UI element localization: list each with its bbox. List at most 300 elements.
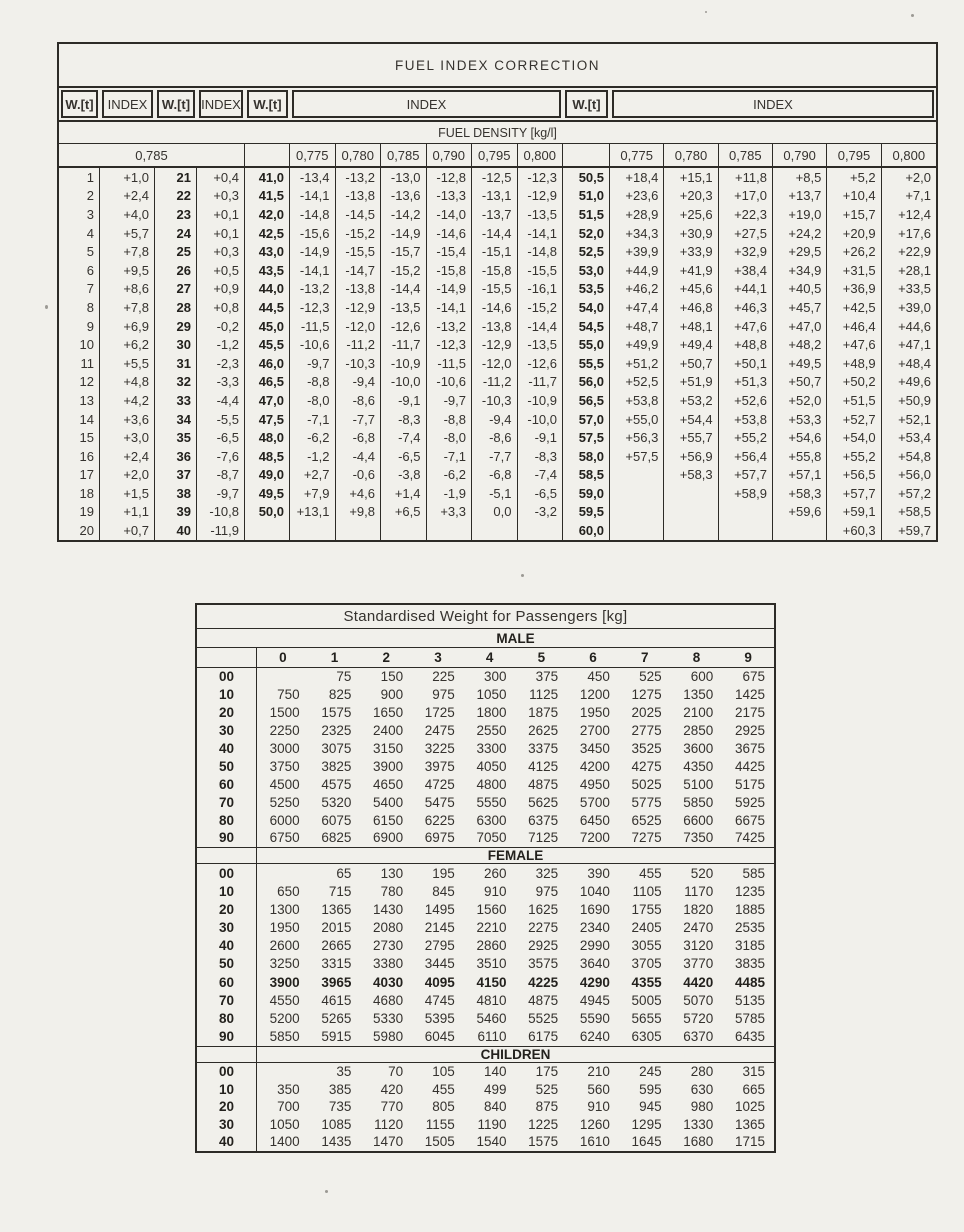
fuel-index-cell: -13,1 [472,187,518,206]
weight-cell: 1170 [684,883,714,899]
row-label-header-cell [197,648,257,667]
fuel-index-cell: +4,8 [100,373,155,392]
weight-cell: 325 [535,865,559,881]
fuel-weight-cell: 6 [59,261,100,280]
fuel-header-index-label: INDEX [102,90,153,118]
weight-cell: 1755 [631,901,662,917]
fuel-index-cell: -7,6 [197,447,245,466]
fuel-index-cell: -15,7 [381,242,427,261]
fuel-index-cell: +20,9 [827,224,881,243]
fuel-index-cell: +47,6 [719,317,773,336]
decade-header: 2 [382,650,390,665]
fuel-index-cell: -8,0 [290,391,336,410]
fuel-index-cell: -9,7 [197,484,245,503]
fuel-index-cell: -0,2 [197,317,245,336]
passenger-row [197,955,774,973]
weight-cell: 2795 [424,938,455,954]
fuel-weight-cell: 14 [59,410,100,429]
row-label-cell: 80 [197,1009,257,1027]
fuel-weight-cell: 24 [155,224,197,243]
row-label-cell: 20 [197,1098,257,1116]
fuel-index-cell: +7,8 [100,242,155,261]
weight-cell: 3185 [734,938,765,954]
fuel-index-cell: +39,0 [898,299,931,315]
weight-cell: 3675 [734,741,765,756]
weight-cell: 3300 [476,741,507,756]
fuel-index-cell: -9,1 [518,428,564,447]
weight-cell: 6375 [528,812,559,828]
fuel-index-cell: -10,9 [381,354,427,373]
weight-cell: 4050 [476,758,507,774]
fuel-index-cell: -15,5 [472,280,518,299]
fuel-index-cell: -15,2 [336,224,382,243]
weight-cell: 350 [277,1081,300,1097]
weight-cell: 6600 [683,812,714,828]
fuel-density-value: 0,790 [427,144,473,166]
weight-cell: 260 [483,865,507,881]
fuel-index-cell [290,521,336,540]
fuel-index-cell: +45,6 [664,280,718,299]
weight-cell: 1200 [579,687,610,703]
fuel-index-cell: -13,5 [381,298,427,317]
fuel-index-cell: -14,8 [518,242,564,261]
row-label-cell: 80 [197,811,257,829]
row-label-cell: 30 [197,1116,257,1134]
weight-cell: 4355 [631,974,662,990]
weight-cell: 5980 [373,1029,404,1045]
fuel-index-cell: +0,1 [197,205,245,224]
fuel-index-cell: -14,9 [290,242,336,261]
fuel-index-cell: -12,6 [518,354,564,373]
fuel-index-cell: +8,5 [773,168,827,187]
weight-cell: 6000 [269,812,300,828]
fuel-density-band-label: FUEL DENSITY [kg/l] [59,122,936,144]
weight-cell: 595 [639,1081,662,1097]
weight-cell: 2730 [373,938,404,954]
weight-cell: 2145 [424,920,455,936]
fuel-index-cell: +44,6 [898,318,931,334]
weight-cell: 630 [690,1081,714,1097]
fuel-index-cell: -14,6 [427,224,473,243]
weight-cell: 6675 [734,812,765,828]
fuel-index-cell: +26,2 [827,242,881,261]
fuel-index-cell: -7,7 [472,447,518,466]
fuel-index-cell: +47,4 [610,298,664,317]
weight-cell: 3575 [528,956,559,972]
fuel-weight-cell: 17 [59,466,100,485]
fuel-weight-cell: 55,5 [563,354,610,373]
weight-cell: 735 [328,1099,352,1115]
weight-cell: 2275 [528,920,559,936]
weight-cell: 980 [690,1099,714,1115]
fuel-index-cell: -14,4 [381,280,427,299]
passenger-row [197,1028,774,1046]
weight-cell: 6305 [631,1029,662,1045]
fuel-index-cell: +47,1 [898,337,931,353]
fuel-index-cell: +36,9 [827,280,881,299]
weight-cell: 5200 [269,1011,300,1026]
female-weight-rows [197,864,774,1046]
row-label-cell: 60 [197,973,257,991]
fuel-weight-cell: 60,0 [563,521,610,540]
fuel-index-cell: -7,4 [381,428,427,447]
weight-cell: 1470 [373,1134,404,1150]
weight-cell: 3900 [269,974,300,990]
children-weight-rows [197,1063,774,1151]
fuel-weight-cell: 52,0 [563,224,610,243]
fuel-weight-cell: 20 [59,521,100,540]
fuel-index-cell: -9,4 [472,410,518,429]
fuel-index-cell: +0,9 [197,280,245,299]
fuel-index-cell: -14,0 [427,205,473,224]
fuel-index-cell: -8,8 [290,373,336,392]
fuel-left-density-header: 0,785 [59,144,245,166]
weight-cell: 1330 [683,1116,714,1132]
fuel-index-cell: +5,5 [100,354,155,373]
fuel-index-cell [664,503,718,522]
fuel-index-cell: -7,4 [518,466,564,485]
fuel-index-cell: +53,2 [664,391,718,410]
fuel-index-cell: -12,8 [427,168,473,187]
fuel-index-cell: +49,5 [773,354,827,373]
passenger-row [197,757,774,775]
fuel-index-cell: +0,3 [197,187,245,206]
weight-cell: 2990 [579,938,610,954]
fuel-index-cell: +48,9 [827,354,881,373]
decade-header: 5 [537,650,546,665]
weight-cell: 4125 [528,758,559,774]
fuel-index-cell: +11,8 [719,168,773,187]
fuel-index-cell: +48,4 [898,355,931,371]
fuel-index-cell: +33,5 [898,281,931,297]
fuel-index-cell: +7,1 [905,188,931,204]
weight-cell: 1820 [683,901,714,917]
fuel-weight-cell: 29 [155,317,197,336]
fuel-index-cell [664,484,718,503]
fuel-weight-cell: 48,5 [245,447,290,466]
weight-cell: 5625 [528,794,559,810]
weight-cell: 4420 [683,974,714,990]
fuel-weight-cell: 9 [59,317,100,336]
weight-cell: 7425 [734,830,765,846]
fuel-index-cell: -0,6 [336,466,382,485]
weight-cell: 7125 [528,830,559,846]
weight-cell: 455 [639,865,662,881]
section-header-male [197,629,774,648]
passenger-weight-table [195,603,776,1153]
row-label-cell: 60 [197,775,257,793]
weight-cell: 6370 [683,1029,714,1045]
fuel-weight-cell: 28 [155,298,197,317]
fuel-index-cell: +54,6 [773,428,827,447]
fuel-index-cell: +59,1 [827,503,881,522]
weight-cell: 1425 [734,687,765,703]
fuel-index-cell: -11,2 [472,373,518,392]
fuel-index-cell: +51,2 [610,354,664,373]
weight-cell: 650 [277,883,300,899]
weight-cell: 150 [380,669,404,685]
fuel-weight-cell: 1 [59,168,100,187]
weight-cell: 4875 [528,776,559,792]
weight-cell: 3000 [269,741,300,756]
fuel-index-cell: +15,7 [827,205,881,224]
weight-cell: 4810 [476,992,507,1008]
fuel-index-cell: -10,6 [290,335,336,354]
fuel-weight-cell: 2 [59,187,100,206]
weight-cell: 675 [742,669,765,685]
fuel-weight-cell: 49,5 [245,484,290,503]
weight-cell: 2475 [424,723,455,739]
fuel-index-cell: +45,7 [773,298,827,317]
fuel-density-values-row [59,144,936,168]
fuel-index-cell: -8,0 [427,428,473,447]
fuel-index-cell: +57,7 [827,484,881,503]
fuel-weight-cell: 50,0 [245,503,290,522]
weight-cell: 499 [483,1081,507,1097]
weight-cell [257,1063,309,1081]
fuel-index-cell: +29,5 [773,242,827,261]
fuel-index-cell: +50,7 [664,354,718,373]
band-label-spacer [197,1047,257,1062]
weight-cell: 1400 [269,1134,300,1150]
fuel-index-cell: -8,6 [472,428,518,447]
fuel-index-cell: +31,5 [827,261,881,280]
fuel-header-index-label: INDEX [612,90,934,118]
weight-cell: 7200 [579,830,610,846]
scan-speck [325,1190,328,1193]
weight-cell: 3900 [373,758,404,774]
fuel-index-cell: +7,8 [100,298,155,317]
weight-cell: 2080 [373,920,404,936]
fuel-index-cell: +48,8 [719,335,773,354]
fuel-density-value: 0,800 [518,144,564,166]
weight-cell: 6045 [424,1029,455,1045]
weight-cell: 6075 [321,812,352,828]
fuel-weight-cell: 26 [155,261,197,280]
fuel-weight-cell: 10 [59,335,100,354]
fuel-index-cell: +58,5 [898,504,931,520]
fuel-index-cell: -15,8 [427,261,473,280]
weight-cell: 1725 [424,705,455,721]
fuel-index-cell: +56,4 [719,447,773,466]
decade-header: 3 [434,650,442,665]
weight-cell: 6240 [579,1029,610,1045]
weight-cell: 315 [742,1064,765,1080]
passenger-row [197,900,774,918]
weight-cell: 1715 [734,1134,765,1150]
fuel-index-cell: -14,6 [472,298,518,317]
fuel-weight-cell: 41,5 [245,187,290,206]
fuel-weight-cell: 53,5 [563,280,610,299]
fuel-index-cell: +0,8 [197,298,245,317]
fuel-index-cell: -10,0 [381,373,427,392]
passenger-row [197,775,774,793]
fuel-index-cell: +47,6 [827,335,881,354]
weight-cell: 1625 [528,901,559,917]
weight-cell: 945 [639,1099,662,1115]
fuel-index-cell: -12,0 [472,354,518,373]
fuel-weight-cell: 51,0 [563,187,610,206]
weight-cell: 600 [690,669,714,685]
weight-cell: 6110 [477,1029,507,1045]
fuel-index-cell: +57,7 [719,466,773,485]
weight-cell: 4350 [683,758,714,774]
weight-cell: 105 [432,1064,455,1080]
fuel-index-cell: 0,0 [472,503,518,522]
fuel-weight-cell: 8 [59,298,100,317]
fuel-index-cell: +22,3 [719,205,773,224]
weight-cell: 420 [380,1081,404,1097]
fuel-weight-cell: 58,5 [563,466,610,485]
weight-cell: 1680 [683,1134,714,1150]
fuel-index-cell: +57,2 [898,485,931,501]
decade-header: 7 [640,650,649,665]
weight-cell: 175 [535,1064,559,1080]
weight-cell: 2100 [683,705,714,721]
fuel-weight-cell: 57,0 [563,410,610,429]
weight-cell: 5135 [734,992,765,1008]
fuel-weight-cell: 19 [59,503,100,522]
weight-cell: 715 [328,883,352,899]
weight-cell: 1430 [373,901,404,917]
fuel-index-cell: +19,0 [773,205,827,224]
fuel-index-cell: +59,7 [898,523,931,539]
section-title-male: MALE [496,630,535,646]
weight-cell: 3770 [683,956,714,972]
fuel-index-cell: -12,3 [290,298,336,317]
fuel-index-cell: +1,4 [381,484,427,503]
fuel-index-cell: -6,5 [518,484,564,503]
weight-cell: 525 [535,1081,559,1097]
fuel-index-cell: +48,2 [773,335,827,354]
weight-cell: 5070 [683,992,714,1008]
weight-cell: 2625 [528,723,559,739]
fuel-header-weight-label: W.[t] [565,90,608,118]
fuel-index-cell: +55,8 [773,447,827,466]
fuel-index-cell [773,521,827,540]
fuel-index-cell: -11,9 [197,521,245,540]
fuel-index-cell: +57,5 [610,447,664,466]
fuel-weight-cell: 18 [59,484,100,503]
weight-cell: 5925 [734,794,765,810]
row-label-cell: 10 [197,1080,257,1098]
fuel-index-cell: +30,9 [664,224,718,243]
weight-cell: 4550 [269,992,300,1008]
fuel-index-cell: -14,2 [381,205,427,224]
fuel-weight-cell: 43,5 [245,261,290,280]
fuel-index-cell: -13,8 [472,317,518,336]
weight-cell: 7350 [683,830,714,846]
fuel-index-cell: -13,7 [472,205,518,224]
fuel-index-cell: +52,5 [610,373,664,392]
fuel-index-cell: +44,1 [719,280,773,299]
weight-cell: 7275 [631,830,662,846]
fuel-index-cell: +9,5 [100,261,155,280]
weight-cell: 750 [277,687,300,703]
fuel-weight-cell: 56,0 [563,373,610,392]
weight-cell: 780 [380,883,404,899]
weight-cell: 2665 [321,938,352,954]
fuel-index-cell: +32,9 [719,242,773,261]
fuel-index-cell: -14,7 [336,261,382,280]
weight-cell: 225 [432,669,455,685]
fuel-index-cell: -8,6 [336,391,382,410]
fuel-density-value: 0,780 [336,144,382,166]
weight-cell: 3965 [321,974,352,990]
fuel-index-cell: +38,4 [719,261,773,280]
weight-cell: 65 [336,865,352,881]
weight-cell: 4745 [424,992,455,1008]
weight-cell: 3510 [476,956,507,972]
weight-cell: 5395 [424,1011,455,1026]
fuel-index-cell: +1,0 [100,168,155,187]
weight-cell: 5005 [631,992,662,1008]
weight-cell: 5265 [321,1011,352,1026]
fuel-index-cell: +47,0 [773,317,827,336]
fuel-index-cell: -12,9 [518,187,564,206]
decade-header: 1 [330,650,339,665]
fuel-index-cell: -15,5 [336,242,382,261]
fuel-index-cell: -12,0 [336,317,382,336]
fuel-index-cell: +41,9 [664,261,718,280]
weight-cell: 1155 [425,1116,455,1132]
fuel-index-cell: +2,4 [100,447,155,466]
weight-cell: 900 [380,687,404,703]
fuel-index-cell: -6,5 [197,428,245,447]
weight-cell: 210 [587,1064,610,1080]
weight-cell: 1365 [321,901,352,917]
fuel-weight-cell: 42,0 [245,205,290,224]
fuel-index-cell [610,484,664,503]
fuel-weight-cell: 59,0 [563,484,610,503]
weight-cell: 3445 [424,956,455,972]
weight-cell: 5775 [631,794,662,810]
weight-cell: 665 [742,1081,765,1097]
fuel-weight-cell: 15 [59,428,100,447]
row-label-cell: 40 [197,740,257,758]
row-label-cell: 90 [197,1028,257,1046]
section-header-children [197,1046,774,1063]
fuel-index-cell: -11,7 [381,335,427,354]
decade-header: 4 [485,650,494,665]
fuel-index-cell: +28,9 [610,205,664,224]
row-label-cell: 00 [197,1063,257,1081]
fuel-index-cell: -13,6 [381,187,427,206]
passenger-row [197,811,774,829]
weight-cell: 455 [432,1081,455,1097]
passenger-row [197,973,774,991]
fuel-index-cell: -8,7 [197,466,245,485]
fuel-index-cell: -9,1 [381,391,427,410]
weight-cell: 1050 [476,687,507,703]
fuel-index-cell: +0,5 [197,261,245,280]
fuel-index-cell: +56,9 [664,447,718,466]
fuel-index-correction-table [57,42,938,542]
weight-cell: 805 [432,1099,455,1115]
fuel-index-cell: -13,0 [381,168,427,187]
weight-cell: 1295 [631,1116,662,1132]
fuel-index-cell: +1,5 [100,484,155,503]
passenger-row [197,686,774,704]
weight-cell: 1540 [476,1134,507,1150]
weight-cell: 1885 [734,901,765,917]
passenger-row [197,1063,774,1081]
weight-cell: 4030 [373,974,404,990]
fuel-index-cell: +3,3 [427,503,473,522]
fuel-index-cell: +50,9 [898,392,931,408]
section-title-female: FEMALE [487,847,544,863]
weight-cell: 5550 [476,794,507,810]
